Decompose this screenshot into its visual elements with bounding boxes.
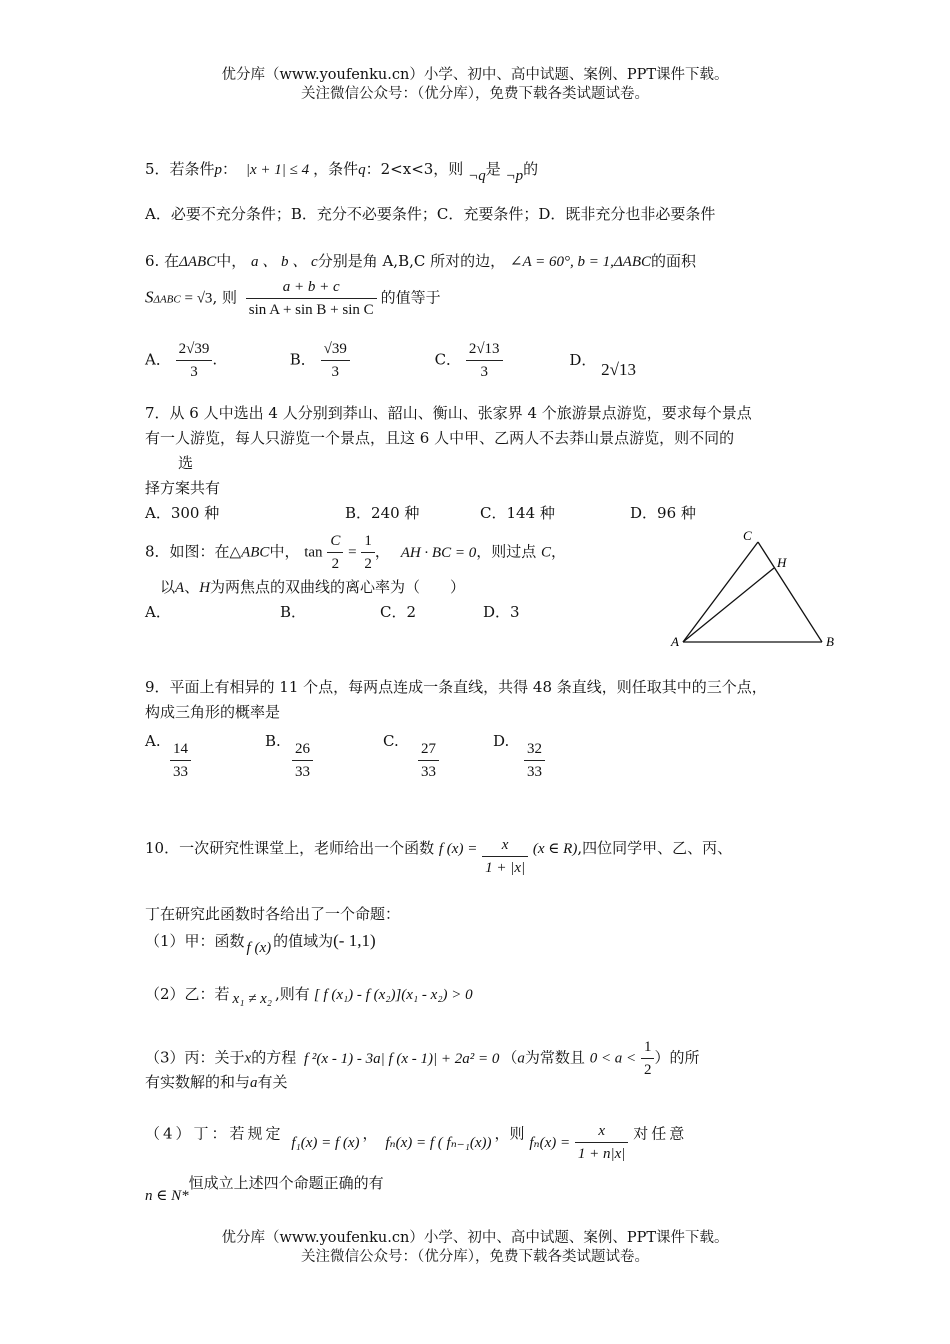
question-9-line-1: 9．平面上有相异的 11 个点，每两点连成一条直线，共得 48 条直线，则任取其中的三个点， — [145, 678, 767, 696]
question-6-line-2: SΔABC = √3, 则 $\frac{a + b + c}{\text{sin A + sin B + sin C}}$ 的值等于 — [145, 276, 441, 321]
question-5-options: A．必要不充分条件；B．充分不必要条件；C．充要条件；D．既非充分也非必要条件 — [145, 205, 716, 223]
question-9-option-d-value: $\frac{32}{33}$ — [524, 738, 545, 783]
question-9-option-b-value: $\frac{26}{33}$ — [292, 738, 313, 783]
question-6-options: A． $\frac{2√39}{3}$ . B． $\frac{√39}{3}$ C． $\frac{2√13}{3}$ D． 2√13 — [145, 338, 636, 383]
question-8-option-b: B． — [280, 603, 307, 621]
label-h: H — [777, 555, 787, 570]
label-a: A — [671, 634, 679, 649]
question-5-stem: 5．若条件p： |x + 1| ≤ 4 ，条件q：2<x<3，则 ¬q是 ¬p的 — [145, 160, 539, 184]
question-9-option-a-label: A. — [145, 732, 161, 750]
question-7-line-3: 选 — [178, 454, 194, 472]
question-9-option-b-label: B. — [265, 732, 281, 750]
question-8-line-1: 8．如图：在△ABC中， tan $\frac{C}{2}$ = $\frac{1}{2}$ ， AH · BC = 0，则过点 C， — [145, 530, 566, 575]
side-ac — [683, 542, 758, 642]
label-c: C — [743, 528, 752, 543]
proposition-4-line-2: n ∈ N*恒成立上述四个命题正确的有 — [145, 1174, 384, 1204]
header-line-1: 优分库（www.youfenku.cn）小学、初中、高中试题、案例、PPT课件下载。 — [221, 67, 729, 83]
question-9-option-d-label: D. — [493, 732, 510, 750]
footer-line-2: 关注微信公众号：（优分库），免费下载各类试题试卷。 — [301, 1249, 649, 1265]
question-8-option-d: D．3 — [483, 603, 520, 621]
question-9-option-c-label: C. — [383, 732, 399, 750]
proposition-3-line-2: 有实数解的和与a有关 — [145, 1073, 288, 1091]
proposition-4-line-1: （4）丁：若规定 f₁(x) = f (x) ， fₙ(x) = f ( fₙ₋₁(x)) ，则 fₙ(x) = $\frac{x}{1 + n|x|}$ 对任意 — [145, 1112, 687, 1157]
question-7-line-4: 择方案共有 — [145, 479, 221, 497]
question-7-option-d: D．96 种 — [630, 504, 696, 522]
question-9-line-2: 构成三角形的概率是 — [145, 703, 281, 721]
question-7-option-c: C．144 种 — [480, 504, 555, 522]
question-10-line-2: 丁在研究此函数时各给出了一个命题： — [145, 905, 401, 923]
altitude-ah — [683, 568, 774, 642]
side-cb — [758, 542, 822, 642]
footer-line-1: 优分库（www.youfenku.cn）小学、初中、高中试题、案例、PPT课件下载。 — [221, 1230, 729, 1246]
triangle-figure — [665, 525, 845, 655]
question-8-option-c: C．2 — [380, 603, 417, 621]
proposition-3-line-1: （3）丙：关于x的方程 f ²(x - 1) - 3a| f (x - 1)| + 2a² = 0 （a为常数且 0 < a < $\frac{1}{2}$ ）的所 — [145, 1036, 699, 1081]
label-b: B — [826, 634, 834, 649]
question-10-line-1: 10．一次研究性课堂上，老师给出一个函数 f (x) = $\frac{x}{1 + |x|}$ (x ∈ R),四位同学甲、乙、丙、 — [145, 834, 732, 879]
question-8-line-2: 以A、H为两焦点的双曲线的离心率为（ ） — [160, 578, 466, 596]
question-7-option-b: B．240 种 — [345, 504, 420, 522]
question-9-option-a-value: $\frac{14}{33}$ — [170, 738, 191, 783]
question-7-option-a: A．300 种 — [145, 504, 220, 522]
header-line-2: 关注微信公众号：（优分库），免费下载各类试题试卷。 — [301, 86, 649, 102]
question-7-line-2: 有一人游览，每人只游览一个景点，且这 6 人中甲、乙两人不去莽山景点游览，则不同的 — [145, 429, 735, 447]
question-6-line-1: 6. 在ΔABC中， a 、 b 、 c分别是角 A,B,C 所对的边， ∠A = 60°, b = 1,ΔABC的面积 — [145, 252, 697, 270]
proposition-1: （1）甲：函数 f (x) 的值域为(- 1,1) — [145, 931, 376, 956]
question-9-option-c-value: $\frac{27}{33}$ — [418, 738, 439, 783]
question-8-option-a: A． — [145, 603, 171, 621]
question-7-line-1: 7．从 6 人中选出 4 人分别到莽山、韶山、衡山、张家界 4 个旅游景点游览，要求每个景点 — [145, 404, 752, 422]
proposition-2: （2）乙：若 x₁ ≠ x₂ ,则有 [ f (x₁) - f (x₂)](x₁ - x₂) > 0 — [145, 985, 473, 1007]
